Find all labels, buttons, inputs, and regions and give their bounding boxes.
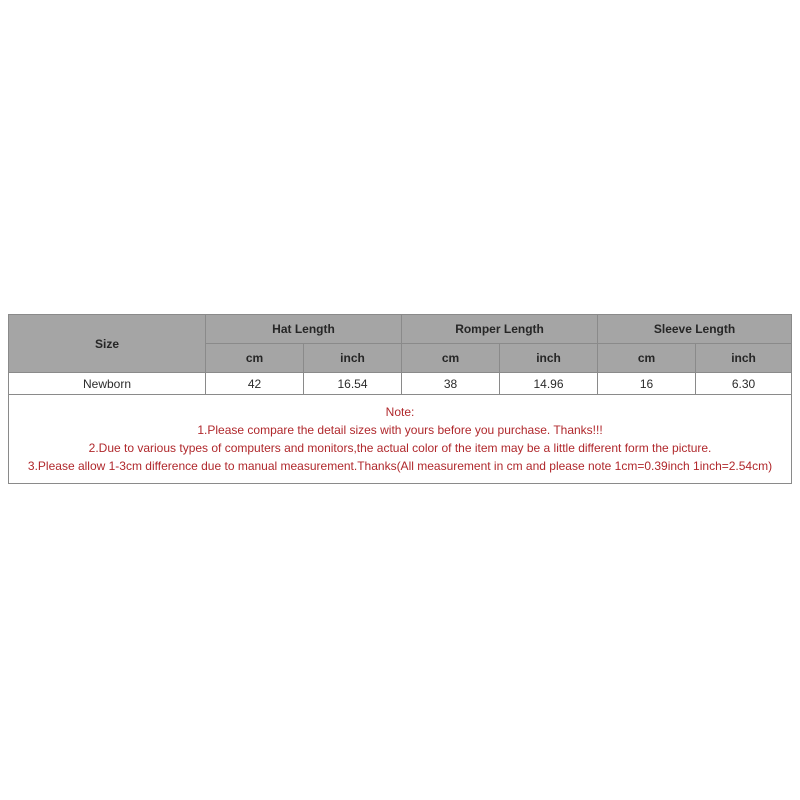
romper-cm-cell: 38 xyxy=(402,373,500,395)
notes-row xyxy=(9,395,792,484)
note-line-1: 1.Please compare the detail sizes with yours before you purchase. Thanks!!! xyxy=(197,423,603,437)
note-line-2: 2.Due to various types of computers and monitors,the actual color of the item may be a little different form the picture. xyxy=(88,441,712,455)
sleeve-cm-cell: 16 xyxy=(598,373,696,395)
size-chart-table xyxy=(8,314,792,484)
romper-inch-cell: 14.96 xyxy=(500,373,598,395)
sleeve-cm-header: cm xyxy=(598,344,696,373)
hat-cm-cell: 42 xyxy=(206,373,304,395)
note-title: Note: xyxy=(385,405,415,419)
header-row xyxy=(9,315,792,344)
romper-cm-header: cm xyxy=(402,344,500,373)
hat-cm-header: cm xyxy=(206,344,304,373)
romper-length-header: Romper Length xyxy=(402,315,598,344)
sleeve-inch-header: inch xyxy=(696,344,792,373)
size-cell: Newborn xyxy=(9,373,206,395)
hat-inch-cell: 16.54 xyxy=(304,373,402,395)
notes-cell xyxy=(9,395,792,484)
hat-length-header: Hat Length xyxy=(206,315,402,344)
table-row xyxy=(9,373,792,395)
sleeve-length-header: Sleeve Length xyxy=(598,315,792,344)
hat-inch-header: inch xyxy=(304,344,402,373)
sleeve-inch-cell: 6.30 xyxy=(696,373,792,395)
note-line-3: 3.Please allow 1-3cm difference due to manual measurement.Thanks(All measurement in cm and please note 1cm=0.39inch 1inch=2.54cm) xyxy=(27,459,773,473)
romper-inch-header: inch xyxy=(500,344,598,373)
size-column-header: Size xyxy=(9,315,206,373)
